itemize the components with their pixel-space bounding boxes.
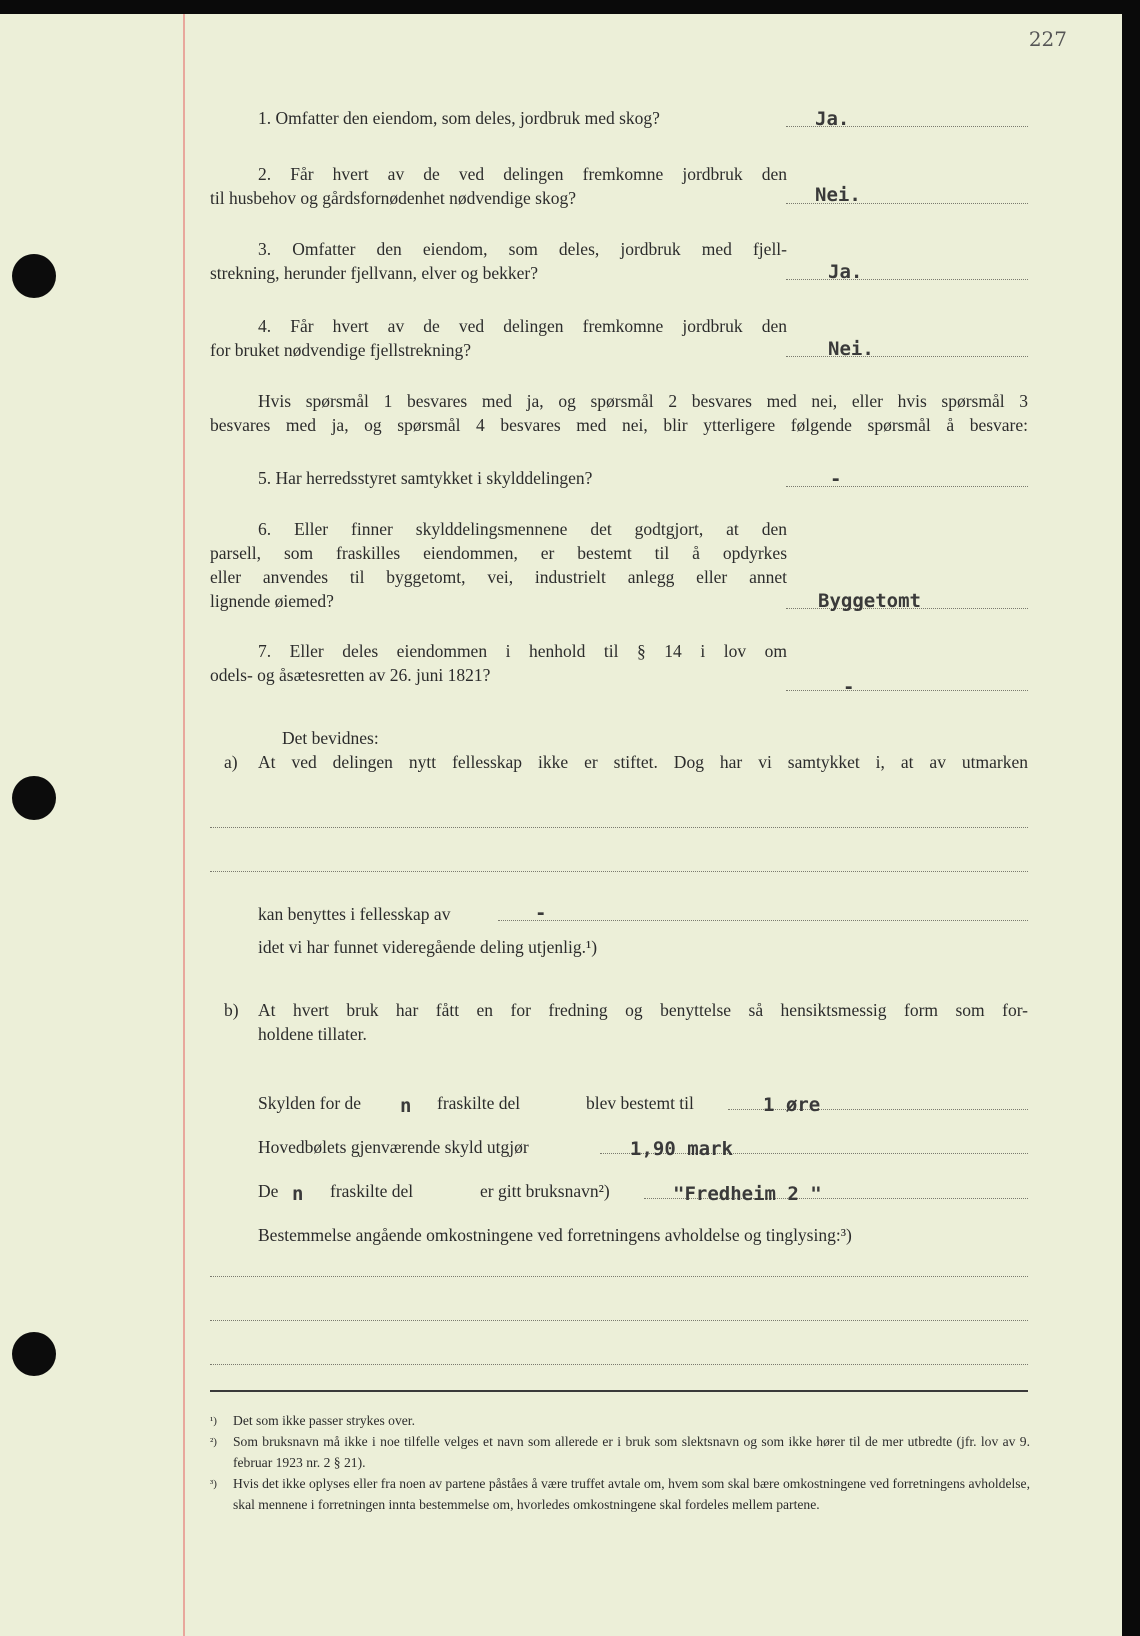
question-6-line4: lignende øiemed? bbox=[210, 591, 334, 611]
shared-use-answer: - bbox=[535, 902, 547, 924]
question-7-answer: - bbox=[843, 676, 855, 698]
margin-line bbox=[183, 14, 185, 1636]
bruksnavn-value: "Fredheim 2 " bbox=[673, 1183, 822, 1205]
question-1-text: 1. Omfatter den eiendom, som deles, jordbruk med skog? bbox=[258, 108, 660, 128]
question-2-line2: til husbehov og gårdsfornødenhet nødvendige skog? bbox=[210, 188, 576, 208]
footnote-2-number: ²) bbox=[210, 1436, 217, 1448]
footnote-3-number: ³) bbox=[210, 1478, 217, 1490]
question-6-line1: 6. Eller finner skylddelingsmennene det godtgjort, at den bbox=[258, 519, 787, 539]
footnote-1-number: ¹) bbox=[210, 1415, 217, 1427]
footnote-2-text: Som bruksnavn må ikke i noe tilfelle velges et navn som allerede er i bruk som slektsnavn og som ikke hører til de mer utbredte (jfr. lov av 9. februar 1923 nr. 2 § 21). bbox=[233, 1434, 1030, 1470]
conditional-line2: besvares med ja, og spørsmål 4 besvares med nei, blir ytterligere følgende spørsmål å besvare: bbox=[210, 415, 1028, 435]
question-7-line2: odels- og åsætesretten av 26. juni 1821? bbox=[210, 665, 491, 685]
item-a-label: a) bbox=[224, 752, 238, 772]
footnote-3-text: Hvis det ikke oplyses eller fra noen av partene påståes å være truffet avtale om, hvem som skal bære omkostningene ved forretningens avholdelse, skal mennene i forretningen innta bestemmelse om, hvorledes omkostningene skal fordeles mellem partene. bbox=[233, 1476, 1030, 1512]
question-7-line1: 7. Eller deles eiendommen i henhold til § 14 i lov om bbox=[258, 641, 787, 661]
binder-hole bbox=[12, 1332, 56, 1376]
blank-line bbox=[210, 1276, 1028, 1277]
skyld-label-part1: Skylden for de bbox=[258, 1093, 362, 1113]
bruksnavn-mark: n bbox=[292, 1183, 304, 1205]
blank-line bbox=[210, 871, 1028, 872]
bruksnavn-part3: er gitt bruksnavn²) bbox=[480, 1181, 610, 1201]
footnote-2 bbox=[210, 1432, 1030, 1473]
question-3-line1: 3. Omfatter den eiendom, som deles, jordbruk med fjell- bbox=[258, 239, 787, 259]
question-6-answer: Byggetomt bbox=[818, 590, 921, 612]
question-2-line1: 2. Får hvert av de ved delingen fremkomne jordbruk den bbox=[258, 164, 787, 184]
question-4-line1: 4. Får hvert av de ved delingen fremkomne jordbruk den bbox=[258, 316, 787, 336]
footnote-3 bbox=[210, 1474, 1030, 1515]
question-5-answer: - bbox=[830, 468, 842, 490]
item-a-text: At ved delingen nytt fellesskap ikke er stiftet. Dog har vi samtykket i, at av utmarken bbox=[258, 752, 1028, 772]
blank-line bbox=[210, 1364, 1028, 1365]
question-2-answer: Nei. bbox=[815, 184, 861, 206]
certification-heading: Det bevidnes: bbox=[282, 728, 379, 748]
hoved-label: Hovedbølets gjenværende skyld utgjør bbox=[258, 1137, 529, 1157]
question-4-answer: Nei. bbox=[828, 338, 874, 360]
page-number: 227 bbox=[1028, 27, 1067, 51]
bruksnavn-part2: fraskilte del bbox=[330, 1181, 414, 1201]
skyld-label-part2: fraskilte del bbox=[437, 1093, 521, 1113]
bestemmelse-label: Bestemmelse angående omkostningene ved forretningens avholdelse og tinglysing:³) bbox=[258, 1225, 852, 1245]
item-b-line1: At hvert bruk har fått en for fredning og benyttelse så hensiktsmessig form som for- bbox=[258, 1000, 1028, 1020]
skyld-label-part3: blev bestemt til bbox=[586, 1093, 694, 1113]
item-b-label: b) bbox=[224, 1000, 239, 1020]
hoved-value: 1,90 mark bbox=[630, 1138, 733, 1160]
question-1-answer: Ja. bbox=[815, 108, 850, 130]
question-4-line2: for bruket nødvendige fjellstrekning? bbox=[210, 340, 471, 360]
footnote-rule bbox=[210, 1390, 1028, 1392]
answer-line bbox=[498, 920, 1028, 921]
answer-line bbox=[786, 486, 1028, 487]
answer-line bbox=[786, 279, 1028, 280]
answer-line bbox=[786, 356, 1028, 357]
footnote-1 bbox=[210, 1411, 1030, 1432]
skyld-mark: n bbox=[400, 1095, 412, 1117]
question-3-line2: strekning, herunder fjellvann, elver og bekker? bbox=[210, 263, 538, 283]
question-5-text: 5. Har herredsstyret samtykket i skylddelingen? bbox=[258, 468, 593, 488]
shared-use-suffix: idet vi har funnet videregående deling utjenlig.¹) bbox=[258, 937, 598, 957]
skyld-value: 1 øre bbox=[763, 1094, 821, 1116]
blank-line bbox=[210, 1320, 1028, 1321]
question-3-answer: Ja. bbox=[828, 261, 863, 283]
answer-line bbox=[786, 690, 1028, 691]
conditional-line1: Hvis spørsmål 1 besvares med ja, og spørsmål 2 besvares med nei, eller hvis spørsmål 3 bbox=[258, 391, 1028, 411]
question-6-line3: eller anvendes til byggetomt, vei, industrielt anlegg eller annet bbox=[210, 567, 787, 587]
binder-hole bbox=[12, 776, 56, 820]
question-6-line2: parsell, som fraskilles eiendommen, er bestemt til å opdyrkes bbox=[210, 543, 787, 563]
document-page bbox=[0, 14, 1122, 1636]
shared-use-prefix: kan benyttes i fellesskap av bbox=[258, 904, 451, 924]
footnote-1-text: Det som ikke passer strykes over. bbox=[233, 1413, 415, 1428]
item-b-line2: holdene tillater. bbox=[258, 1024, 367, 1044]
blank-line bbox=[210, 827, 1028, 828]
binder-hole bbox=[12, 254, 56, 298]
bruksnavn-part1: De bbox=[258, 1181, 279, 1201]
